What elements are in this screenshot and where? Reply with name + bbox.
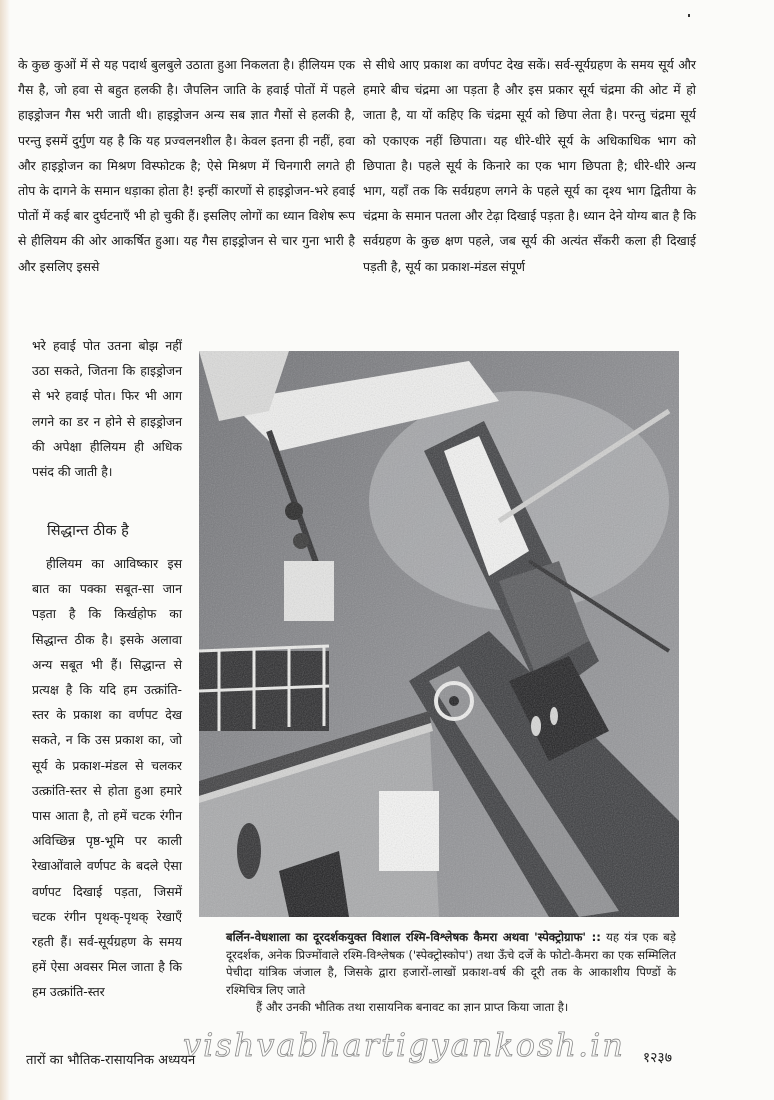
page-edge-shadow xyxy=(0,0,10,1100)
photo-illustration xyxy=(199,351,679,917)
paragraph: से सीधे आए प्रकाश का वर्णपट देख सकें। सर्व-सूर्यग्रहण के समय सूर्य और हमारे बीच चंद्रमा आ पड़ता है और इस प्रकार सूर्य चंद्रमा की ओट में हो जाता है, या यों कहिए कि चंद्रमा सूर्य को छिपा लेता है। परन्तु चंद्रमा सूर्य को एकाएक नहीं छिपाता। यह धीरे-धीरे सूर्य के अधिकाधिक भाग को छिपाता है। पहले सूर्य के किनारे का एक भाग छिपता है; धीरे-धीरे अन्य भाग, यहाँ तक कि सर्वग्रहण लगने के पहले सूर्य का दृश्य भाग द्वितीया के चंद्रमा के समान पतला और टेढ़ा दिखाई पड़ता है। ध्यान देने योग्य बात है कि सर्वग्रहण के कुछ क्षण पहले, जब सूर्य की अत्यंत सँकरी कला ही दिखाई पड़ती है, सूर्य का प्रकाश-मंडल संपूर्ण xyxy=(363,57,697,274)
top-left-column xyxy=(18,52,355,279)
top-right-column xyxy=(363,52,696,279)
paragraph: हीलियम का आविष्कार इस बात का पक्का सबूत-सा जान पड़ता है कि किर्खहोफ का सिद्धान्त ठीक है। इसके अलावा अन्य सबूत भी हैं। सिद्धान्त से प्रत्यक्ष है कि यदि हम उत्क्रांति-स्तर के प्रकाश का वर्णपट देख सकते, न कि उस प्रकाश का, जो सूर्य के प्रकाश-मंडल से चलकर उत्क्रांति-स्तर से होता हुआ हमारे पास आता है, तो हमें चटक रंगीन अविच्छिन्न पृष्ठ-भूमि पर काली रेखाओंवाले वर्णपट के बदले ऐसा वर्णपट दिखाई पड़ता, जिसमें चटक रंगीन पृथक्-पृथक् रेखाएँ रहती हैं। सर्व-सूर्यग्रहण के समय हमें ऐसा अवसर मिल जाता है कि हम उत्क्रांति-स्तर xyxy=(32,556,182,1000)
watermark: vishvabhartigyankosh.in xyxy=(183,1026,626,1064)
running-title: तारों का भौतिक-रासायनिक अध्ययन xyxy=(26,1053,196,1068)
page-number: १२३७ xyxy=(642,1050,672,1066)
scan-speck xyxy=(688,14,690,17)
left-narrow-column xyxy=(32,333,182,484)
left-body-column xyxy=(32,551,182,1005)
paragraph: के कुछ कुओं में से यह पदार्थ बुलबुले उठाता हुआ निकलता है। हीलियम एक गैस है, जो हवा से बहुत हलकी है। जैपलिन जाति के हवाई पोतों में पहले हाइड्रोजन गैस भरी जाती थी। हाइड्रोजन अन्य सब ज्ञात गैसों से हलकी है, परन्तु इसमें दुर्गुण यह है कि यह प्रज्वलनशील है। केवल इतना ही नहीं, हवा और हाइड्रोजन का मिश्रण विस्फोटक है; ऐसे मिश्रण में चिनगारी लगते ही तोप के दागने के समान धड़ाका होता है! इन्हीं कारणों से हाइड्रोजन-भरे हवाई पोतों में कई बार दुर्घटनाएँ भी हो चुकी हैं। इसलिए लोगों का ध्यान विशेष रूप से हीलियम की ओर आकर्षित हुआ। यह गैस हाइड्रोजन से चार गुना भारी है और इसलिए इससे xyxy=(18,57,355,274)
caption-body: यह यंत्र एक बड़े दूरदर्शक, अनेक प्रिज्मोंवाले रश्मि-विश्लेषक ('स्पेक्ट्रोस्कोप') तथा ऊँचे दर्जे के फोटो-कैमरा का एक सम्मिलित पेचीदा यांत्रिक जंजाल है, जिसके द्वारा हजारों-लाखों प्रकाश-वर्ष की दूरी तक के आकाशीय पिण्डों के रश्मिचित्र लिए जाते xyxy=(226,930,676,997)
section-heading: सिद्धान्त ठीक है xyxy=(47,523,129,539)
photo-caption xyxy=(226,929,676,1017)
caption-title: बर्लिन-वेधशाला का दूरदर्शकयुक्त विशाल रश्मि-विश्लेषक कैमरा अथवा 'स्पेक्ट्रोग्राफ' :: xyxy=(226,930,601,944)
paragraph: भरे हवाई पोत उतना बोझ नहीं उठा सकते, जितना कि हाइड्रोजन से भरे हवाई पोत। फिर भी आग लगने का डर न होने से हाइड्रोजन की अपेक्षा हीलियम ही अधिक पसंद की जाती है। xyxy=(32,338,182,480)
telescope-photo xyxy=(199,351,679,917)
caption-last-line: हैं और उनकी भौतिक तथा रासायनिक बनावट का ज्ञान प्राप्त किया जाता है। xyxy=(256,1000,569,1015)
